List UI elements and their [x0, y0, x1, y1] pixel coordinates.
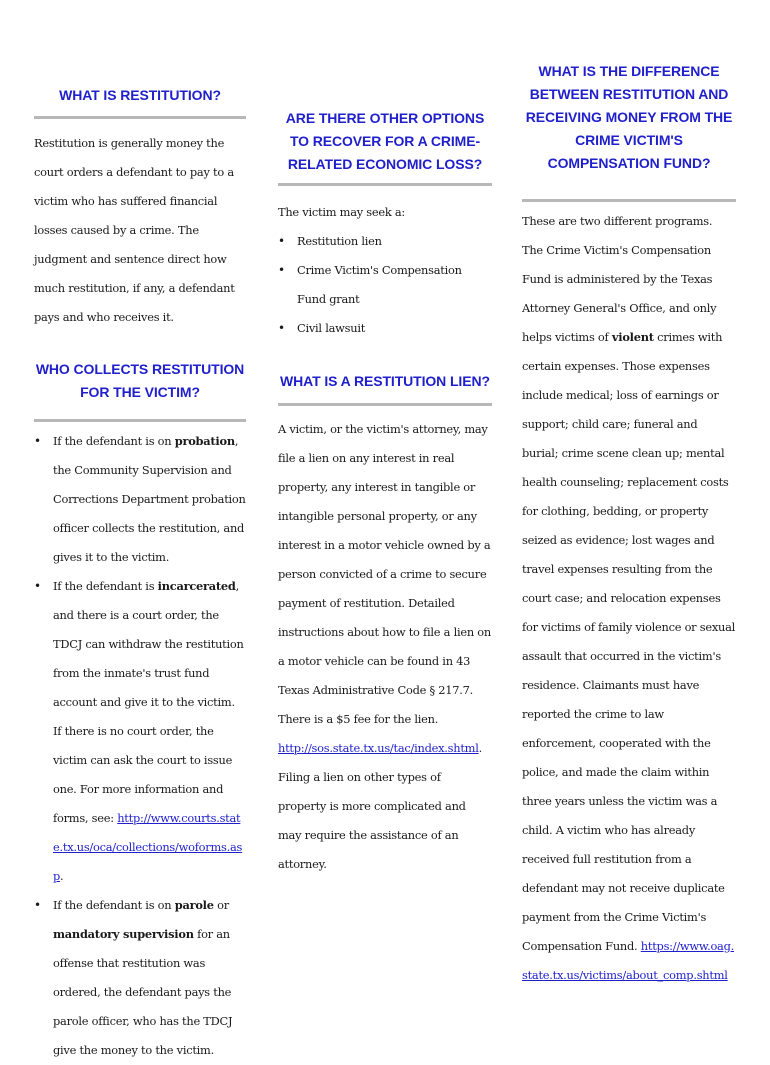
heading-restitution-lien: WHAT IS A RESTITUTION LIEN?: [280, 373, 490, 389]
heading-who-collects: WHO COLLECTS RESTITUTION FOR THE VICTIM?: [35, 361, 245, 400]
options-intro: The victim may seek a:: [278, 205, 406, 219]
divider: [278, 183, 492, 186]
list-item-parole: [34, 891, 246, 1065]
divider: [278, 403, 492, 406]
difference-text: These are two different programs. The Crime Victim's Compensation Fund is administered by the Texas Attorney General's Office, and only helps victims of: [522, 214, 717, 344]
item-text: If the defendant is on: [53, 434, 175, 448]
item-bold-text: parole: [174, 898, 214, 912]
difference-paragraph: [522, 207, 736, 990]
difference-section: [522, 207, 736, 990]
oag-victims-link[interactable]: https://www.oag.state.tx.us/victims/about_comp.shtml: [522, 939, 735, 982]
option-item: • Restitution lien: [278, 227, 492, 256]
lien-paragraph: [278, 415, 492, 879]
item-bold-text: mandatory supervision: [53, 927, 194, 941]
list-item-incarcerated: [34, 572, 246, 891]
difference-text: crimes with certain expenses. Those expenses include medical; loss of earnings or support; child care; funeral and burial; crime scene clean up; mental health counseling; replacement costs for clothing, bedding, or property seized as evidence; lost wages and travel expenses resulting from the court case; and relocation expenses for victims of family violence or sexual assault that occurred in the victim's residence. Claimants must have reported the crime to law enforcement, cooperated with the police, and made the claim within three years unless the victim was a child. A victim who has already received full restitution from a defendant may not receive duplicate payment from the Crime Victim's Compensation Fund.: [522, 330, 736, 953]
divider: [34, 419, 246, 422]
lien-text: A victim, or the victim's attorney, may file a lien on any interest in real property, any interest in tangible or intangible personal property, or any interest in a motor vehicle owned by a person convicted of a crime to secure payment of restitution. Detailed instructions about how to file a lien on a motor vehicle can be found in 43 Texas Administrative Code § 217.7. There is a $5 fee for the lien.: [278, 422, 491, 726]
item-text: , the Community Supervision and Corrections Department probation officer collects the restitution, and gives it to the victim.: [53, 434, 246, 564]
heading-other-options: ARE THERE OTHER OPTIONS TO RECOVER FOR A CRIME-RELATED ECONOMIC LOSS?: [285, 110, 485, 172]
item-text: or: [213, 898, 229, 912]
restitution-definition: [34, 129, 246, 332]
item-text: .: [60, 869, 64, 883]
list-item-probation: [34, 427, 246, 572]
item-text: If the defendant is on: [53, 898, 175, 912]
lien-text: . Filing a lien on other types of property is more complicated and may require the assistance of an attorney.: [278, 741, 482, 871]
option-item: • Crime Victim's Compensation Fund grant: [278, 256, 492, 314]
restitution-definition-text: Restitution is generally money the court orders a defendant to pay to a victim who has suffered financial losses caused by a crime. The judgment and sentence direct how much restitution, if any, a defendant pays and who receives it.: [34, 136, 235, 324]
options-section: [278, 198, 492, 343]
item-text: for an offense that restitution was ordered, the defendant pays the parole officer, who has the TDCJ give the money to the victim.: [53, 927, 233, 1057]
heading-what-is-restitution: WHAT IS RESTITUTION?: [59, 87, 221, 103]
collection-list: [34, 427, 246, 1065]
item-text: , and there is a court order, the TDCJ can withdraw the restitution from the inmate's trust fund account and give it to the victim. If there is no court order, the victim can ask the court to issue one. For more information and forms, see:: [53, 579, 244, 825]
sos-tac-link[interactable]: http://sos.state.tx.us/tac/index.shtml: [278, 741, 479, 755]
item-bold-text: incarcerated: [157, 579, 236, 593]
difference-bold-text: violent: [611, 330, 654, 344]
lien-section: [278, 415, 492, 879]
courts-forms-link[interactable]: http://www.courts.state.tx.us/oca/collections/woforms.asp: [53, 811, 243, 883]
heading-difference: WHAT IS THE DIFFERENCE BETWEEN RESTITUTION AND RECEIVING MONEY FROM THE CRIME VICTIM'S COMPENSATION FUND?: [525, 63, 733, 171]
item-text: If the defendant is: [53, 579, 158, 593]
divider: [522, 199, 736, 202]
divider: [34, 116, 246, 119]
item-bold-text: probation: [174, 434, 235, 448]
option-item: • Civil lawsuit: [278, 314, 492, 343]
